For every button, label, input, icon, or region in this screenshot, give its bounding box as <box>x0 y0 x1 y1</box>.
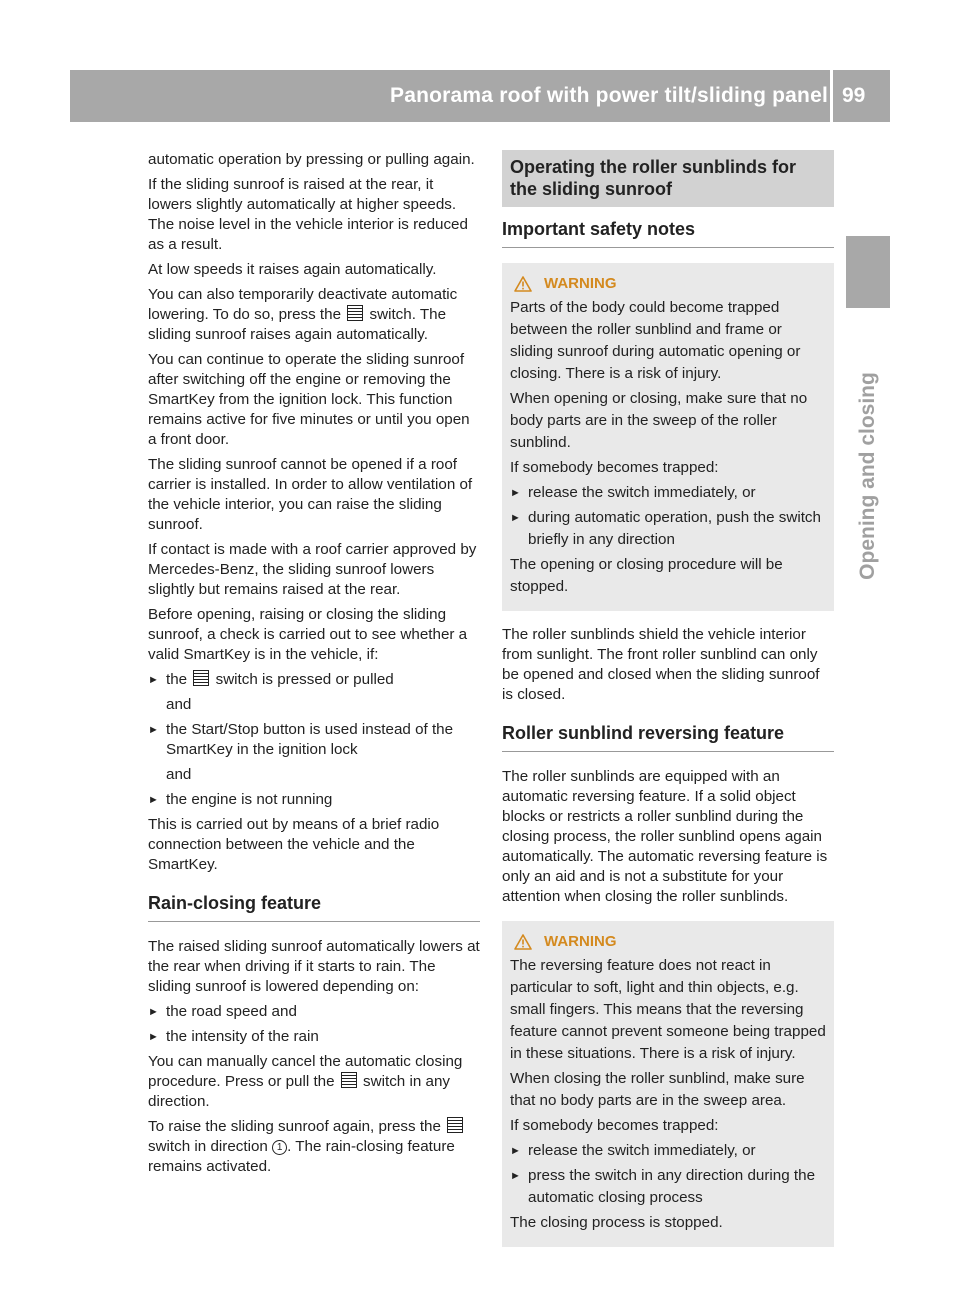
chapter-tab <box>846 236 890 308</box>
list-connector: and <box>166 696 192 713</box>
bullet-icon: ► <box>148 794 159 806</box>
page-number: 99 <box>842 84 866 107</box>
paragraph: If somebody becomes trapped: <box>510 1117 719 1134</box>
header-divider <box>830 70 833 122</box>
chapter-label-text: Opening and closing <box>856 372 879 580</box>
bullet-icon: ► <box>148 724 159 736</box>
section-title-box: Operating the roller sunblinds for the sliding sunroof <box>502 150 834 207</box>
left-column <box>148 150 480 1182</box>
paragraph: Before opening, raising or closing the sliding sunroof, a check is carried out to see whether a valid SmartKey is in the vehicle, if: <box>148 606 468 663</box>
bullet-icon: ► <box>148 674 159 686</box>
paragraph: The raised sliding sunroof automatically lowers at the rear when driving if it starts to rain. The sliding sunroof is lowered depending on: <box>148 938 480 995</box>
paragraph: The closing process is stopped. <box>510 1214 723 1231</box>
section-heading-reversing: Roller sunblind reversing feature <box>502 723 834 752</box>
bullet-icon: ► <box>510 487 521 499</box>
paragraph: The roller sunblinds shield the vehicle interior from sunlight. The front roller sunblind can only be opened and closed when the sliding sunroof is closed. <box>502 626 820 703</box>
list-item: ► the engine is not running <box>148 791 333 808</box>
paragraph: Parts of the body could become trapped between the roller sunblind and frame or sliding sunroof during automatic opening or closing. There is a risk of injury. <box>510 299 801 382</box>
bullet-icon: ► <box>148 1031 159 1043</box>
bullet-icon: ► <box>148 1006 159 1018</box>
list-item: ► the Start/Stop button is used instead of the SmartKey in the ignition lock <box>148 721 454 758</box>
paragraph: When opening or closing, make sure that no body parts are in the sweep of the roller sunblind. <box>510 390 808 451</box>
list-item: ► release the switch immediately, or <box>510 482 826 504</box>
chapter-label <box>826 326 910 626</box>
list-item: ► the road speed and <box>148 1003 297 1020</box>
paragraph: This is carried out by means of a brief radio connection between the vehicle and the SmartKey. <box>148 816 440 873</box>
switch-icon <box>193 670 209 686</box>
warning-label: WARNING <box>544 275 617 292</box>
list-item: ► the switch is pressed or pulled <box>148 671 394 688</box>
warning-triangle-icon <box>514 276 532 292</box>
list-item: ► press the switch in any direction during the automatic closing process <box>510 1165 826 1209</box>
bullet-icon: ► <box>510 1145 521 1157</box>
warning-box <box>502 921 834 1247</box>
warning-label: WARNING <box>544 933 617 950</box>
paragraph: You can also temporarily deactivate automatic lowering. To do so, press the switch. The sliding sunroof raises again automatically. <box>148 286 458 343</box>
warning-box <box>502 263 834 611</box>
paragraph: The sliding sunroof cannot be opened if a roof carrier is installed. In order to allow ventilation of the vehicle interior, you can raise the sliding sunroof. <box>148 456 473 533</box>
section-heading-safety: Important safety notes <box>502 219 834 248</box>
header-title: Panorama roof with power tilt/sliding panel <box>390 84 828 107</box>
paragraph: If contact is made with a roof carrier approved by Mercedes-Benz, the sliding sunroof lowers slightly but remains raised at the rear. <box>148 541 477 598</box>
warning-header <box>510 273 826 295</box>
paragraph: To raise the sliding sunroof again, press the switch in direction 1 . The rain-closing feature remains activated. <box>148 1117 480 1177</box>
warning-triangle-icon <box>514 934 532 950</box>
paragraph: At low speeds it raises again automatically. <box>148 261 437 278</box>
paragraph: The opening or closing procedure will be stopped. <box>510 556 783 595</box>
paragraph: You can continue to operate the sliding sunroof after switching off the engine or removing the SmartKey from the ignition lock. This function remains active for five minutes or until you open a front door. <box>148 351 470 448</box>
paragraph: If somebody becomes trapped: <box>510 459 719 476</box>
paragraph: When closing the roller sunblind, make sure that no body parts are in the sweep area. <box>510 1070 805 1109</box>
paragraph: The reversing feature does not react in particular to soft, light and thin objects, e.g. small fingers. This means that the reversing feature cannot prevent someone being trapped in these situations. There is a risk of injury. <box>510 957 826 1062</box>
right-column <box>502 150 834 1261</box>
direction-number-icon: 1 <box>272 1140 287 1155</box>
section-heading-rain-closing: Rain-closing feature <box>148 893 480 922</box>
warning-header <box>510 931 826 953</box>
switch-icon <box>341 1072 357 1088</box>
switch-icon <box>347 305 363 321</box>
switch-icon <box>447 1117 463 1133</box>
paragraph: automatic operation by pressing or pulling again. <box>148 151 475 168</box>
paragraph: The roller sunblinds are equipped with an automatic reversing feature. If a solid object blocks or restricts a roller sunblind during the closing process, the roller sunblind opens again automatically. The automatic reversing feature is only an aid and is not a substitute for your attention when closing the roller sunblinds. <box>502 768 828 905</box>
list-item: ► release the switch immediately, or <box>510 1140 826 1162</box>
paragraph: If the sliding sunroof is raised at the rear, it lowers slightly automatically at higher speeds. The noise level in the vehicle interior is reduced as a result. <box>148 176 468 253</box>
page-header <box>70 70 890 122</box>
bullet-icon: ► <box>510 512 521 524</box>
list-item: ► during automatic operation, push the switch briefly in any direction <box>510 507 826 551</box>
bullet-icon: ► <box>510 1170 521 1182</box>
list-connector: and <box>166 766 192 783</box>
paragraph: You can manually cancel the automatic closing procedure. Press or pull the switch in any direction. <box>148 1053 463 1110</box>
list-item: ► the intensity of the rain <box>148 1028 319 1045</box>
